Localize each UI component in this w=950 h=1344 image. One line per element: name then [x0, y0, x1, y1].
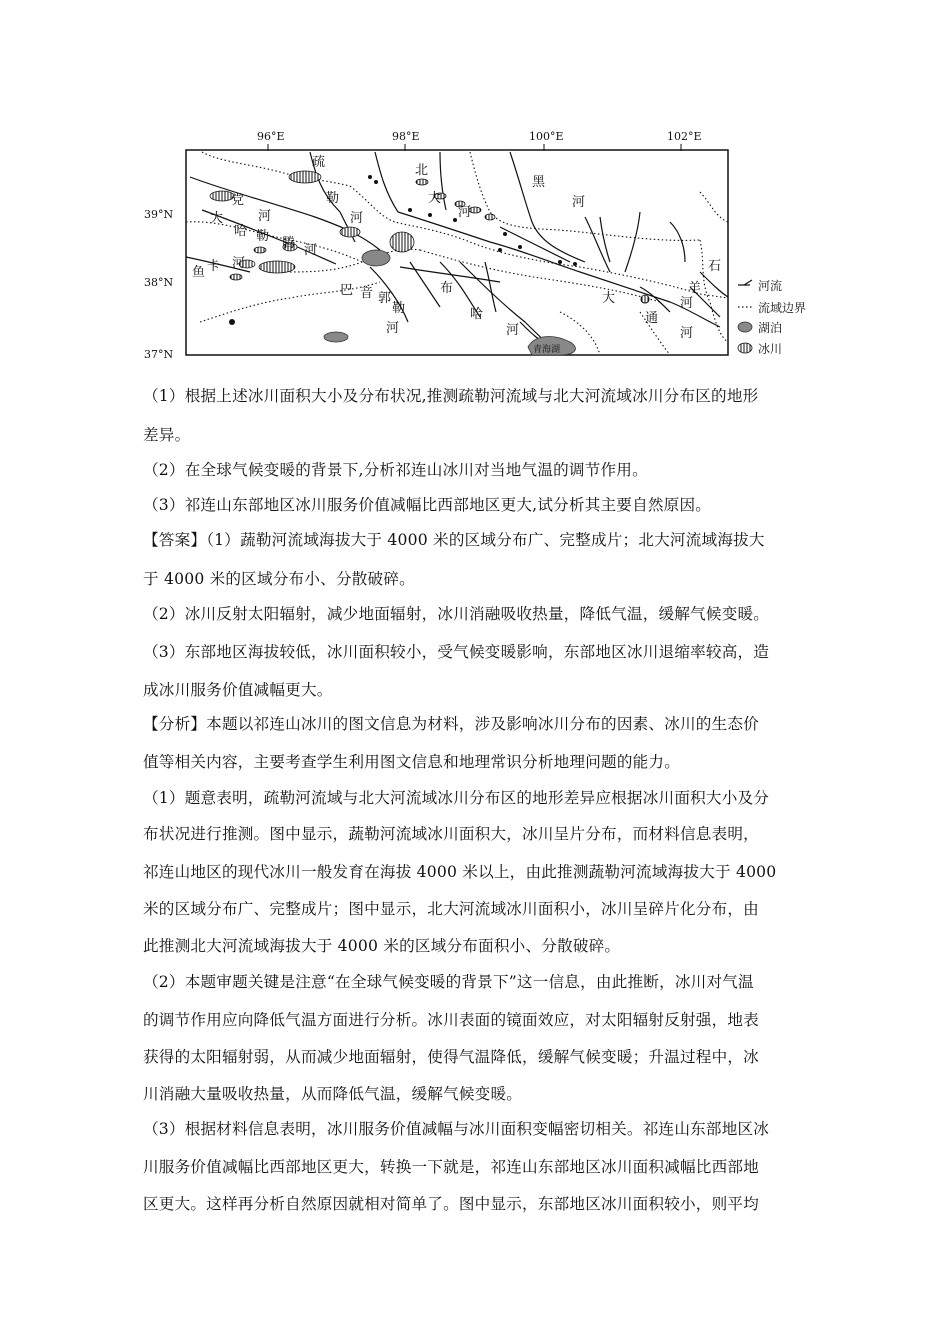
label-le1: 勒 — [326, 191, 340, 206]
legend-river: 河流 — [758, 279, 783, 293]
analysis-1-line-1: （1）题意表明，疏勒河流域与北大河流域冰川分布区的地形差异应根据冰川面积大小及分 — [143, 789, 770, 807]
lon-label-98: 98°E — [392, 130, 420, 143]
label-ha1: 哈 — [234, 224, 248, 239]
analysis-2-line-3: 获得的太阳辐射弱，从而减少地面辐射，使得气温降低，缓解气候变暖；升温过程中，冰 — [143, 1048, 759, 1066]
label-da1: 大 — [210, 211, 224, 226]
label-guo: 郭 — [378, 291, 392, 306]
question-2: （2）在全球气候变暖的背景下,分析祁连山冰川对当地气温的调节作用。 — [143, 461, 648, 479]
analysis-3-line-1: （3）根据材料信息表明，冰川服务价值减幅与冰川面积变幅密切相关。祁连山东部地区冰 — [143, 1120, 770, 1138]
label-yin: 音 — [360, 286, 374, 301]
label-ba: 巴 — [340, 283, 354, 298]
question-3: （3）祁连山东部地区冰川服务价值减幅比西部地区更大,试分析其主要自然原因。 — [143, 496, 712, 514]
analysis-line-2: 值等相关内容，主要考查学生利用图文信息和地理常识分析地理问题的能力。 — [143, 753, 680, 771]
answer-1-line-1: 【答案】（1）蔬勒河流域海拔大于 4000 米的区域分布广、完整成片；北大河流域海拔大 — [143, 531, 765, 549]
label-teng: 腾 — [282, 236, 296, 251]
lat-label-38: 38°N — [144, 276, 174, 289]
analysis-line-1: 【分析】本题以祁连山冰川的图文信息为材料，涉及影响冰川分布的因素、冰川的生态价 — [143, 715, 759, 733]
label-he1: 河 — [350, 211, 364, 226]
label-ha2: 哈 — [470, 307, 484, 322]
legend-glacier: 冰川 — [758, 342, 783, 356]
label-le2: 勒 — [256, 229, 270, 244]
label-bu: 布 — [440, 281, 454, 296]
label-he2: 河 — [258, 209, 272, 224]
answer-2: （2）冰川反射太阳辐射，减少地面辐射，冰川消融吸收热量，降低气温，缓解气候变暖。 — [143, 605, 770, 623]
label-da2: 大 — [428, 191, 442, 206]
map-legend — [738, 278, 806, 356]
analysis-2-line-1: （2）本题审题关键是注意“在全球气候变暖的背景下”这一信息，由此推断，冰川对气温 — [143, 973, 754, 991]
label-bei: 北 — [415, 163, 429, 178]
lat-label-39: 39°N — [144, 208, 174, 221]
analysis-1-line-2: 布状况进行推测。图中显示，蔬勒河流域冰川面积大，冰川呈片分布，而材料信息表明， — [143, 825, 759, 843]
map-content — [186, 152, 806, 356]
label-he10: 河 — [680, 296, 694, 311]
label-he9: 河 — [680, 326, 694, 341]
question-1-line-2: 差异。 — [143, 426, 191, 444]
label-le3: 勒 — [392, 301, 406, 316]
label-he4: 河 — [232, 256, 246, 271]
legend-lake: 湖泊 — [758, 321, 783, 335]
analysis-2-line-2: 的调节作用应向降低气温方面进行分析。冰川表面的镜面效应，对太阳辐射反射强，地表 — [143, 1011, 759, 1029]
label-dang: 党 — [231, 193, 245, 208]
lon-label-100: 100°E — [529, 130, 564, 143]
label-he5: 河 — [458, 205, 472, 220]
lat-label-37: 37°N — [144, 348, 174, 361]
analysis-3-line-2: 川服务价值减幅比西部地区更大，转换一下就是，祁连山东部地区冰川面积减幅比西部地 — [143, 1158, 759, 1176]
label-shu: 疏 — [312, 155, 326, 170]
label-tong: 通 — [645, 311, 659, 326]
label-yang: 羊 — [688, 281, 702, 296]
analysis-1-line-3: 祁连山地区的现代冰川一般发育在海拔 4000 米以上，由此推测蔬勒河流域海拔大于 4000 — [143, 863, 777, 881]
label-qinghai: 青海湖 — [533, 345, 561, 355]
label-da3: 大 — [602, 291, 616, 306]
label-he6: 河 — [572, 195, 586, 210]
label-he8: 河 — [506, 323, 520, 338]
answer-3-line-2: 成冰川服务价值减幅更大。 — [143, 681, 333, 699]
label-shi: 石 — [708, 259, 722, 274]
analysis-3-line-3: 区更大。这样再分析自然原因就相对简单了。图中显示，东部地区冰川面积较小，则平均 — [143, 1195, 759, 1213]
question-1-line-1: （1）根据上述冰川面积大小及分布状况,推测疏勒河流域与北大河流域冰川分布区的地形 — [143, 387, 759, 405]
analysis-2-line-4: 川消融大量吸收热量，从而降低气温，缓解气候变暖。 — [143, 1085, 523, 1103]
label-he7: 河 — [386, 321, 400, 336]
label-hei: 黑 — [532, 175, 546, 190]
label-yu: 鱼 — [192, 265, 206, 280]
answer-1-line-2: 于 4000 米的区域分布小、分散破碎。 — [143, 570, 415, 588]
legend-boundary: 流域边界 — [758, 301, 807, 315]
lon-label-102: 102°E — [667, 130, 702, 143]
glacier-distribution-map — [140, 122, 830, 362]
label-he3: 河 — [304, 243, 318, 258]
analysis-1-line-4: 米的区域分布广、完整成片；图中显示，北大河流域冰川面积小，冰川呈碎片化分布，由 — [143, 900, 759, 918]
analysis-1-line-5: 此推测北大河流域海拔大于 4000 米的区域分布面积小、分散破碎。 — [143, 937, 621, 955]
lon-label-96: 96°E — [257, 130, 285, 143]
label-ka: 卡 — [207, 259, 221, 274]
answer-3-line-1: （3）东部地区海拔较低，冰川面积较小，受气候变暖影响，东部地区冰川退缩率较高，造 — [143, 643, 770, 661]
